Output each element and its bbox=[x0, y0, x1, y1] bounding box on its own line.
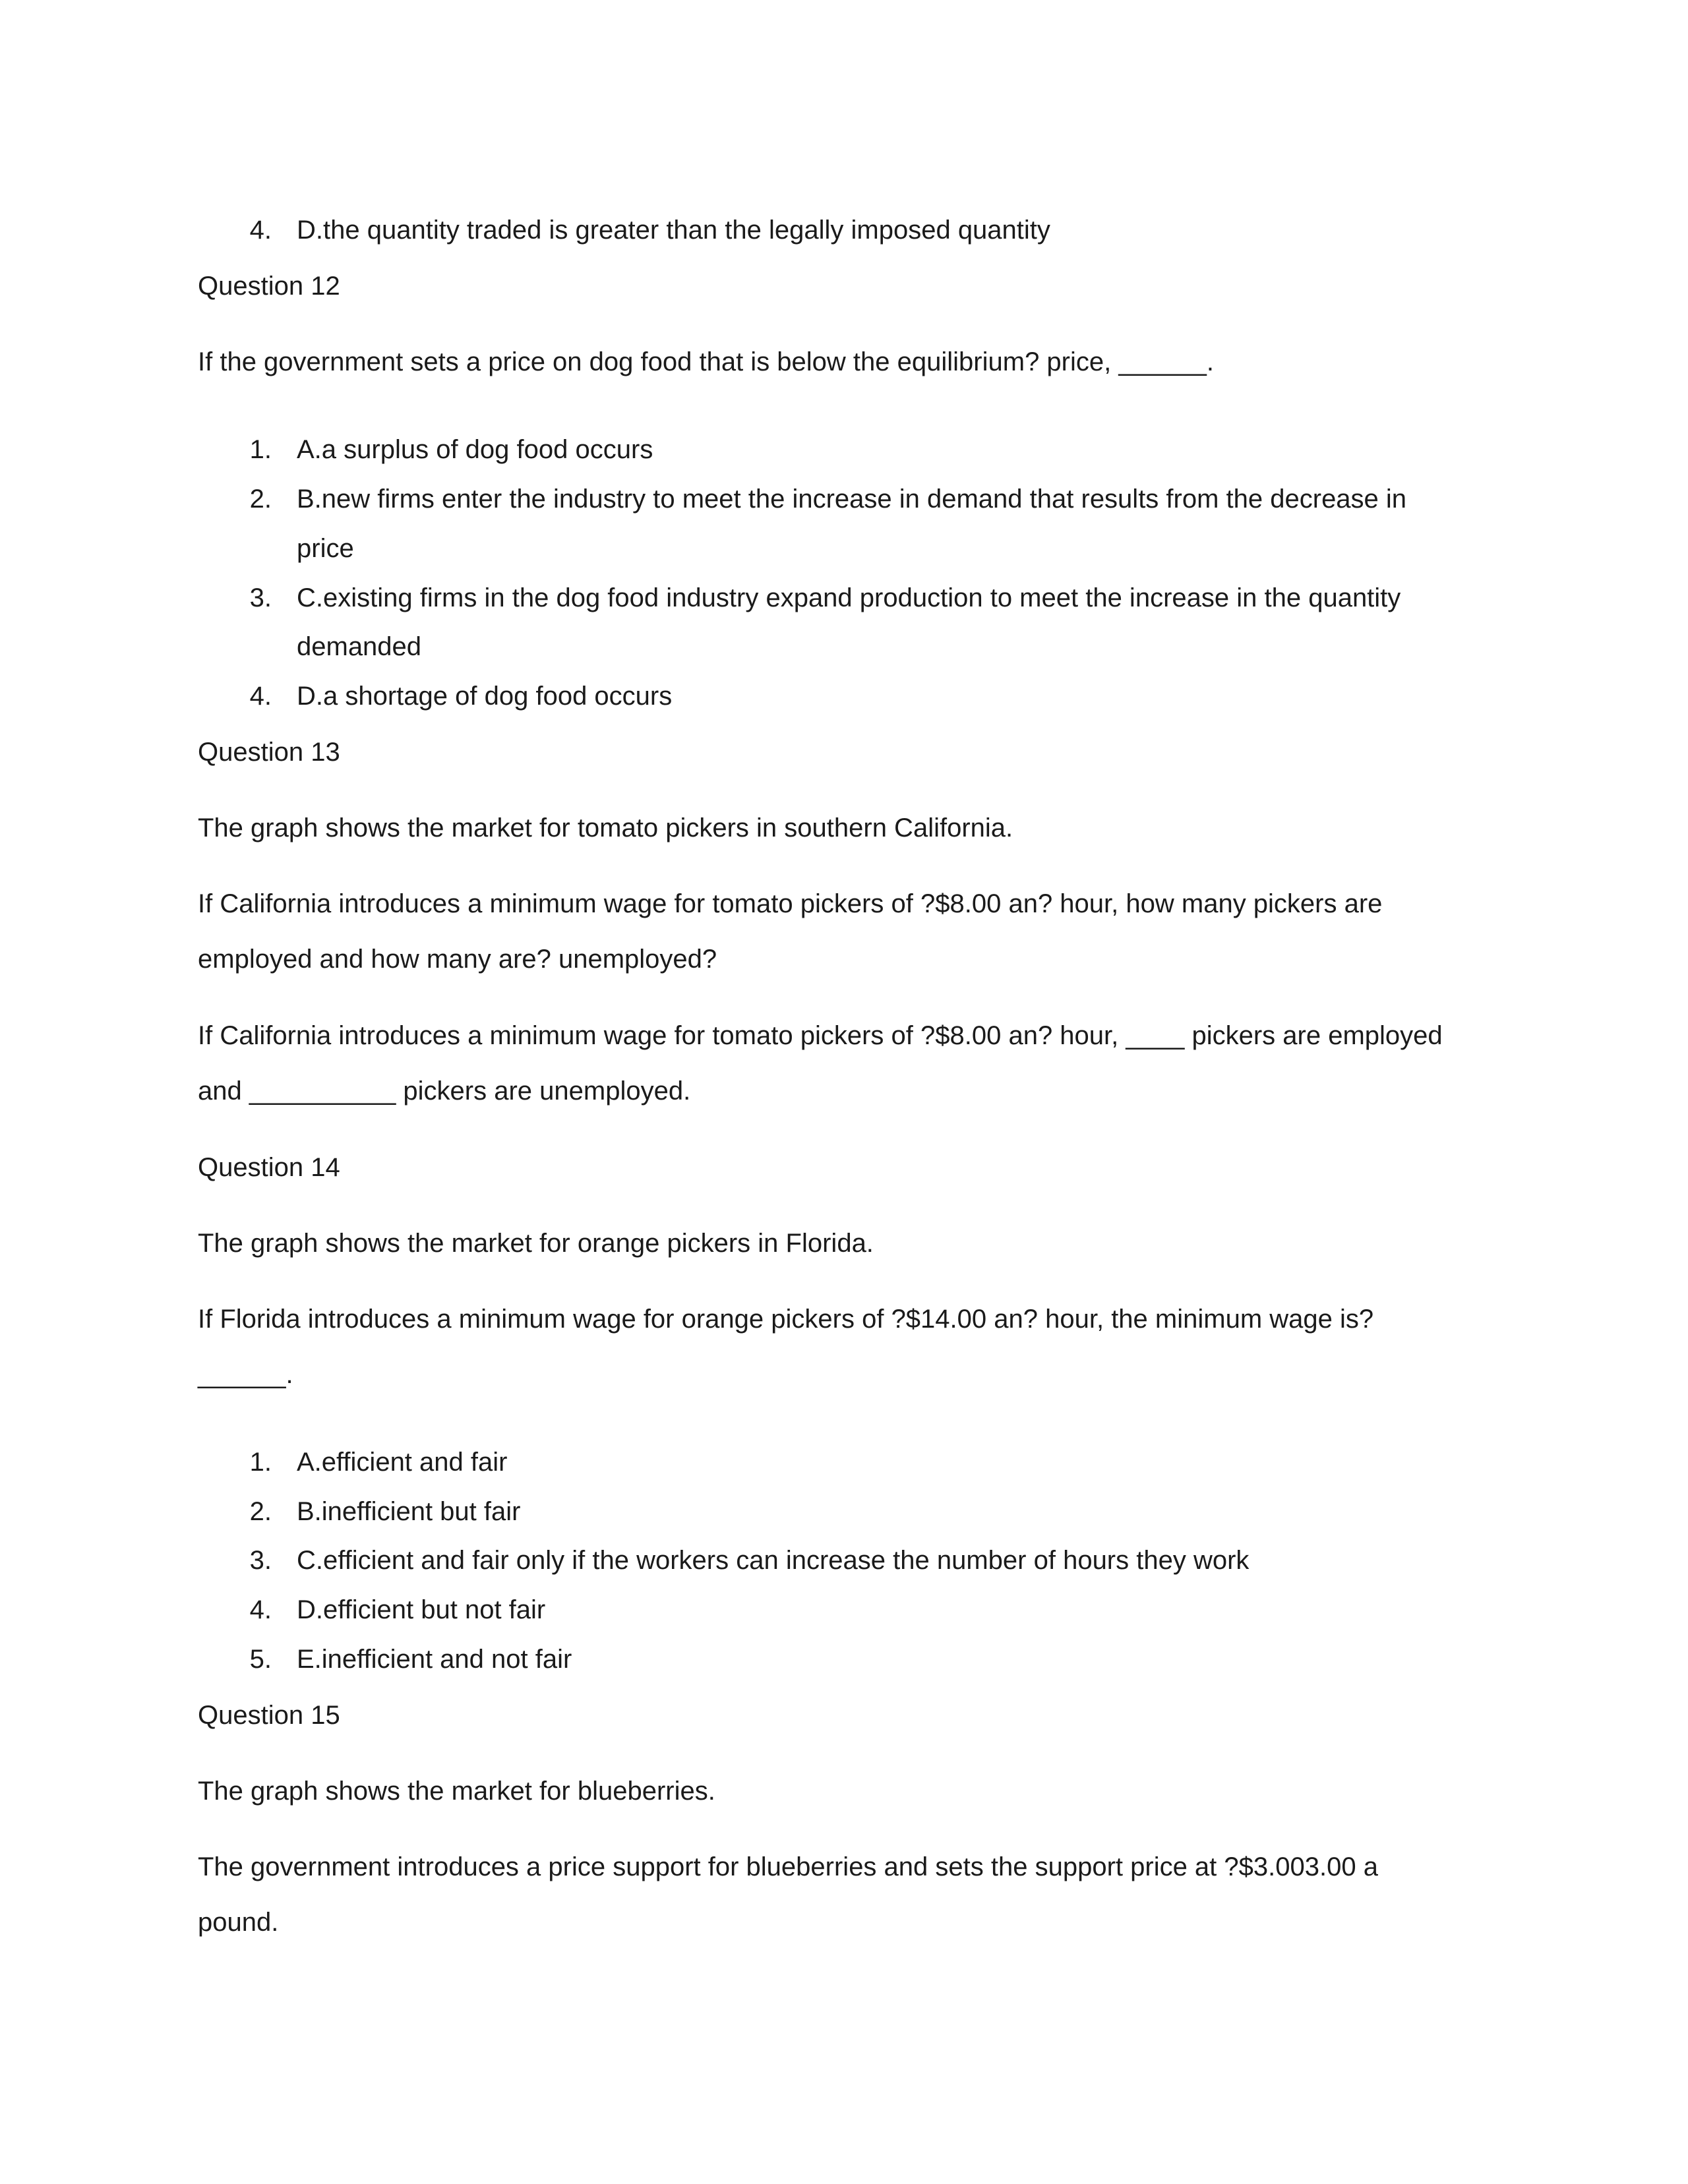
question-14-blank: ______. bbox=[198, 1360, 293, 1389]
question-15-text: The government introduces a price support for blueberries and sets the support price at ?$3.003.00 a bbox=[198, 1852, 1378, 1881]
question-15-title: Question 15 bbox=[198, 1701, 340, 1730]
question-15-text: pound. bbox=[198, 1908, 279, 1937]
list-item: B.new firms enter the industry to meet the increase in demand that results from the decrease in bbox=[297, 485, 1407, 514]
question-13-fill-blank: If California introduces a minimum wage for tomato pickers of ?$8.00 an? hour, ____ pickers are employed bbox=[198, 1021, 1443, 1050]
question-13-text: employed and how many are? unemployed? bbox=[198, 945, 717, 974]
list-item: A.a surplus of dog food occurs bbox=[297, 435, 653, 464]
list-item-number: 4. bbox=[249, 1595, 272, 1624]
list-item: D.efficient but not fair bbox=[297, 1595, 546, 1624]
question-13-text: The graph shows the market for tomato pickers in southern California. bbox=[198, 813, 1013, 842]
list-item-number: 5. bbox=[249, 1645, 272, 1674]
list-item-number: 2. bbox=[249, 1497, 272, 1526]
question-14-text: The graph shows the market for orange pickers in Florida. bbox=[198, 1229, 874, 1258]
list-item-continuation: price bbox=[297, 534, 354, 563]
question-13-text: If California introduces a minimum wage for tomato pickers of ?$8.00 an? hour, how many pickers are bbox=[198, 889, 1383, 918]
list-item-number: 3. bbox=[249, 1546, 272, 1575]
question-13-title: Question 13 bbox=[198, 738, 340, 767]
question-15-text: The graph shows the market for blueberries. bbox=[198, 1777, 715, 1806]
list-item-number: 4. bbox=[249, 216, 272, 245]
list-item: B.inefficient but fair bbox=[297, 1497, 521, 1526]
question-12-title: Question 12 bbox=[198, 272, 340, 301]
list-item: A.efficient and fair bbox=[297, 1448, 508, 1477]
list-item: D.a shortage of dog food occurs bbox=[297, 682, 673, 711]
question-13-fill-blank: and __________ pickers are unemployed. bbox=[198, 1077, 691, 1106]
list-item-number: 4. bbox=[249, 682, 272, 711]
list-item-number: 2. bbox=[249, 485, 272, 514]
question-14-title: Question 14 bbox=[198, 1153, 340, 1182]
list-item: C.efficient and fair only if the workers can increase the number of hours they work bbox=[297, 1546, 1250, 1575]
list-item: D.the quantity traded is greater than the legally imposed quantity bbox=[297, 216, 1050, 245]
list-item: C.existing firms in the dog food industry expand production to meet the increase in the quantity bbox=[297, 583, 1401, 612]
question-14-text: If Florida introduces a minimum wage for orange pickers of ?$14.00 an? hour, the minimum wage is? bbox=[198, 1305, 1374, 1334]
list-item-number: 1. bbox=[249, 1448, 272, 1477]
question-12-text: If the government sets a price on dog food that is below the equilibrium? price, ______. bbox=[198, 347, 1214, 376]
list-item: E.inefficient and not fair bbox=[297, 1645, 572, 1674]
list-item-continuation: demanded bbox=[297, 632, 422, 661]
list-item-number: 1. bbox=[249, 435, 272, 464]
list-item-number: 3. bbox=[249, 583, 272, 612]
